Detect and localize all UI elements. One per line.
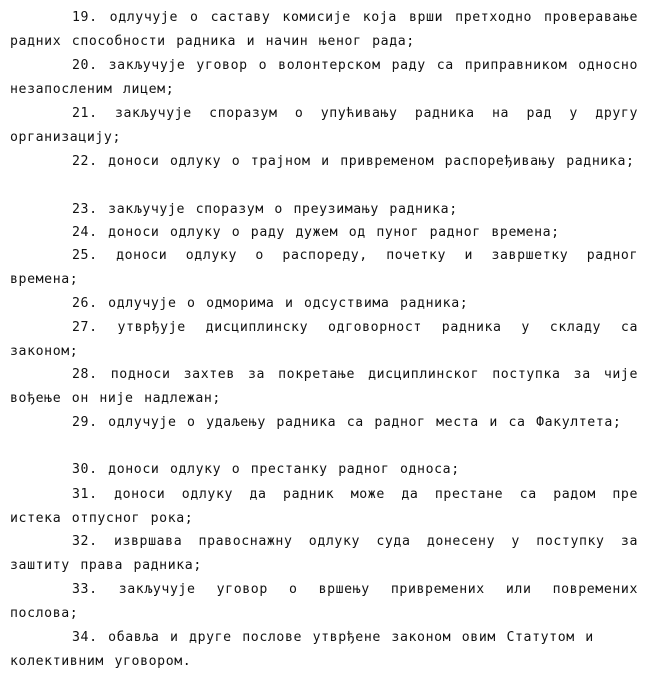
item-number: 21. <box>72 106 98 121</box>
item-number: 32. <box>72 534 98 549</box>
item-text: доноси одлуку о распореду, почетку и завршетку радног времена; <box>10 248 638 287</box>
item-text: закључује споразум о преузимању радника; <box>108 202 458 217</box>
item-text: одлучује о саставу комисије која врши претходно проверавање радних способности радника и начин њеног рада; <box>10 10 638 49</box>
list-item-27 <box>10 316 638 364</box>
item-number: 33. <box>72 582 98 597</box>
list-item-30 <box>10 458 638 482</box>
item-text: одлучује о одморима и одсуствима радника; <box>108 296 469 311</box>
item-number: 30. <box>72 462 98 477</box>
item-text: доноси одлуку о раду дужем од пуног радног времена; <box>108 225 560 240</box>
list-item-23 <box>10 198 638 222</box>
item-number: 20. <box>72 58 98 73</box>
item-number: 34. <box>72 630 98 645</box>
list-item-29 <box>10 411 638 435</box>
item-number: 29. <box>72 415 98 430</box>
item-number: 26. <box>72 296 98 311</box>
item-number: 25. <box>72 248 98 263</box>
list-item-28 <box>10 363 638 411</box>
item-text: доноси одлуку да радник може да престане са радом пре истека отпусног рока; <box>10 487 638 526</box>
list-item-21 <box>10 102 638 150</box>
item-text: доноси одлуку о трајном и привременом распоређивању радника; <box>108 154 635 169</box>
item-number: 28. <box>72 367 98 382</box>
item-text: одлучује о удаљењу радника са радног места и са Факултета; <box>108 415 622 430</box>
list-item-25 <box>10 244 638 292</box>
list-item-24 <box>10 221 638 245</box>
item-number: 27. <box>72 320 98 335</box>
item-text: обавља и друге послове утврђене законом овим Статутом и колективним уговором. <box>10 630 594 669</box>
item-number: 22. <box>72 154 98 169</box>
list-item-31 <box>10 483 638 531</box>
item-text: утврђује дисциплинску одговорност радника у складу са законом; <box>10 320 638 359</box>
list-item-26 <box>10 292 638 316</box>
item-number: 23. <box>72 202 98 217</box>
item-text: доноси одлуку о престанку радног односа; <box>108 462 460 477</box>
list-item-34 <box>10 626 638 674</box>
list-item-22 <box>10 150 638 174</box>
item-number: 31. <box>72 487 98 502</box>
item-text: закључује уговор о вршењу привремених или повремених послова; <box>10 582 638 621</box>
item-text: закључује споразум о упућивању радника на рад у другу организацију; <box>10 106 638 145</box>
list-item-19 <box>10 6 638 54</box>
list-item-20 <box>10 54 638 102</box>
item-text: извршава правоснажну одлуку суда донесену у поступку за заштиту права радника; <box>10 534 638 573</box>
item-number: 24. <box>72 225 98 240</box>
list-item-33 <box>10 578 638 626</box>
item-number: 19. <box>72 10 98 25</box>
list-item-32 <box>10 530 638 578</box>
item-text: подноси захтев за покретање дисциплинског поступка за чије вођење он није надлежан; <box>10 367 638 406</box>
item-text: закључује уговор о волонтерском раду са приправником односно незапосленим лицем; <box>10 58 639 97</box>
